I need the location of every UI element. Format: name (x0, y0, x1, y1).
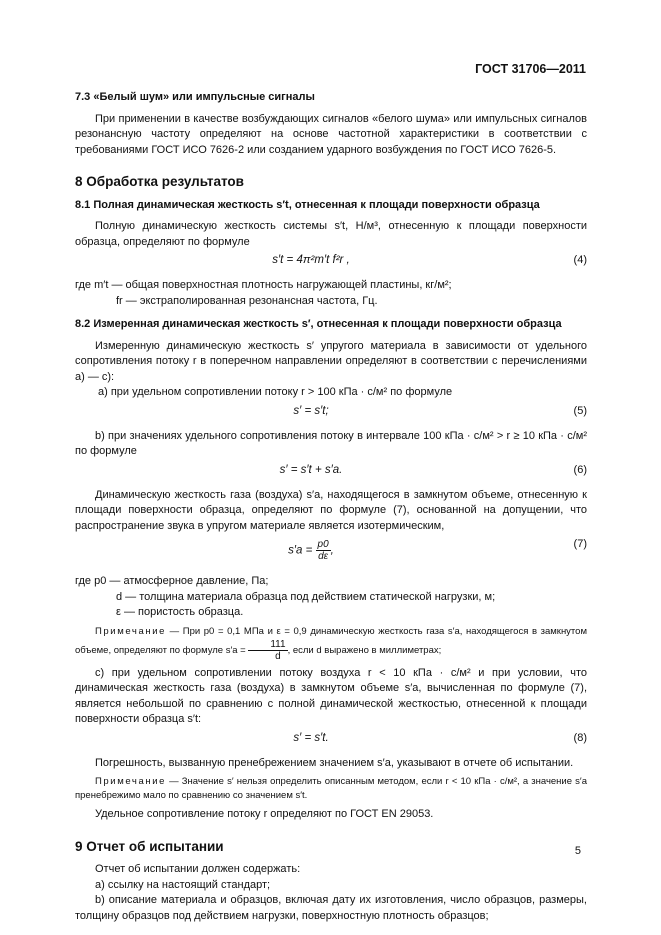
note-1 (75, 625, 587, 662)
flow-resistance-text: Удельное сопротивление потоку r определяют по ГОСТ EN 29053. (95, 808, 434, 820)
equation-6-formula: s′ = s′t + s′a. (279, 463, 343, 476)
equation-4 (75, 253, 587, 275)
note-1-label: Примечание (95, 625, 166, 637)
section-8-title: 8 Обработка результатов (75, 174, 244, 189)
where-fr: fr — экстраполированная резонансная частота, Гц. (116, 294, 378, 307)
note-1-fraction (248, 639, 287, 662)
section-7-3-text: При применении в качестве возбуждающих сигналов «белого шума» или импульсных сигналов резонансную частоту определяют на основе частотной характеристики в соответствии с требованиями ГОСТ ИСО 7626-2 или созданием ударного возбуждения по ГОСТ ИСО 7626-5. (75, 112, 587, 156)
equation-5-formula: s′ = s′t; (293, 404, 329, 417)
equation-7-lhs: s′a = (288, 544, 313, 557)
item-c-text: с) при удельном сопротивлении потоку воздуха r < 10 кПа · с/м² и при условии, что динамическая жесткость газа (воздуха) в замкнутом объеме s′a, вычисленная по формуле (7), является небольшой по сравнению с полной динамической жесткостью, отнесенной к площади поверхности образца s′t: (75, 666, 587, 725)
standard-header: ГОСТ 31706—2011 (475, 62, 586, 76)
page-content (75, 90, 587, 924)
error-text: Погрешность, вызванную пренебрежением значением s′a, указывают в отчете об испытании. (95, 756, 574, 769)
section-7-3-title: 7.3 «Белый шум» или импульсные сигналы (75, 91, 315, 103)
note-2-text: — Значение s′ нельзя определить описанным методом, если r < 10 кПа · с/м², а значение s′a пренебрежимо мало по сравнению со значением s′t. (75, 776, 587, 801)
page-number: 5 (574, 845, 581, 857)
item-b-text: b) при значениях удельного сопротивления потоку в интервале 100 кПа · с/м² > r ≥ 10 кПа · с/м² по формуле (75, 429, 587, 457)
equation-7 (75, 537, 587, 571)
where-mt: где m′t — общая поверхностная плотность нагружающей пластины, кг/м²; (75, 279, 452, 291)
note-1-text: — При p0 = 0,1 МПа и ε = 0,9 динамическую жесткость газа s′a, находящегося в замкнутом объеме, определяют по формуле s′a = (75, 625, 587, 656)
equation-4-number: (4) (573, 254, 587, 266)
section-9-title: 9 Отчет об испытании (75, 838, 224, 854)
where-d: d — толщина материала образца под действием статической нагрузки, м; (116, 590, 496, 603)
equation-8-number: (8) (573, 731, 587, 744)
section-9-item-a: а) ссылку на настоящий стандарт; (95, 878, 271, 891)
equation-7-formula (75, 539, 547, 562)
section-8-2-intro: Измеренную динамическую жесткость s′ упругого материала в зависимости от удельного сопротивления потоку r в поперечном направлении определяют в соответствии с перечислениями а) — с): (75, 339, 587, 383)
where-epsilon: ε — пористость образца. (116, 606, 244, 618)
equation-6-number: (6) (573, 463, 587, 476)
section-9-item-b: b) описание материала и образцов, включая дату их изготовления, число образцов, размеры, толщину образцов под действием нагрузки, поверхностную плотность образцов; (75, 894, 587, 922)
section-8-2-title: 8.2 Измеренная динамическая жесткость s′, отнесенная к площади поверхности образца (75, 318, 562, 330)
section-9-intro: Отчет об испытании должен содержать: (95, 863, 301, 875)
note-2-label: Примечание (95, 776, 166, 787)
equation-5 (75, 404, 587, 426)
section-8-1-intro: Полную динамическую жесткость системы s′t, Н/м³, отнесенную к площади поверхности образца, определяют по формуле (75, 220, 587, 248)
section-8-1-title: 8.1 Полная динамическая жесткость s′t, отнесенная к площади поверхности образца (75, 198, 540, 211)
equation-8-formula: s′ = s′t. (293, 731, 329, 744)
note-2 (75, 775, 587, 803)
gas-stiffness-text: Динамическую жесткость газа (воздуха) s′a, находящегося в замкнутом объеме, отнесенную к площади поверхности образца, определяют по формуле (7), основанной на допущении, что распространение звука в упругом материале является изотермическим, (75, 488, 587, 532)
equation-7-number: (7) (573, 538, 587, 550)
equation-7-denominator: dε (318, 551, 329, 562)
equation-7-end: , (330, 544, 334, 557)
equation-4-formula: s′t = 4π²m′t f²r , (272, 254, 350, 266)
note-1-numerator: 111 (248, 639, 287, 651)
where-p0: где p0 — атмосферное давление, Па; (75, 575, 269, 587)
note-1-denominator: d (275, 650, 281, 662)
equation-8 (75, 731, 587, 753)
equation-7-fraction (316, 539, 331, 562)
equation-5-number: (5) (573, 404, 587, 417)
equation-6 (75, 463, 587, 485)
item-a-text: а) при удельном сопротивлении потоку r > 100 кПа · с/м² по формуле (98, 386, 453, 398)
equation-7-numerator: p0 (317, 539, 329, 550)
note-1-tail: , если d выражено в миллиметрах; (287, 644, 442, 656)
